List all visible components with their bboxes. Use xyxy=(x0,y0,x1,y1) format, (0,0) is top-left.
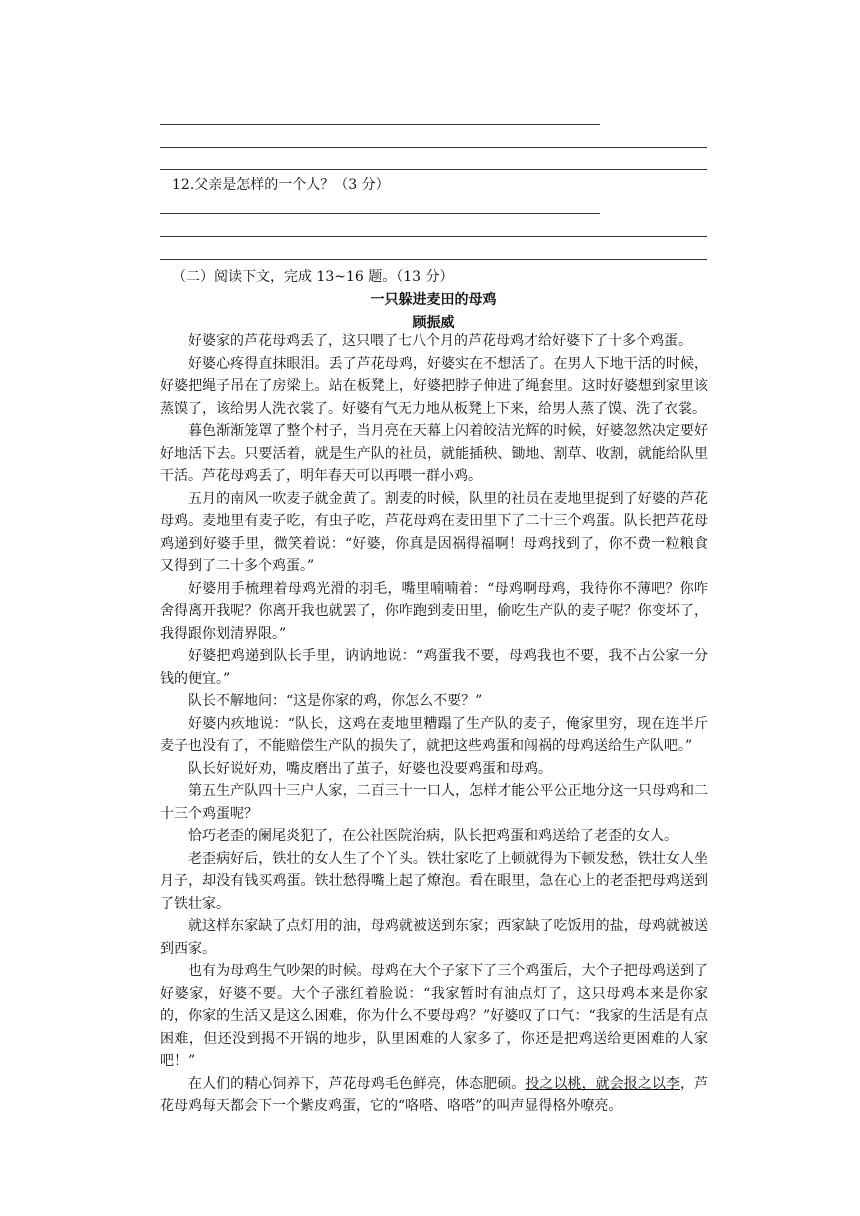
paragraph xyxy=(160,1073,708,1118)
answer-line xyxy=(160,236,707,237)
question-12: 12.父亲是怎样的一个人？（3 分） xyxy=(172,177,390,193)
paragraph: 就这样东家缺了点灯用的油，母鸡就被送到东家；西家缺了吃饭用的盐，母鸡就被送到西家。 xyxy=(160,918,708,957)
paragraph: 五月的南风一吹麦子就金黄了。割麦的时候，队里的社员在麦地里捉到了好婆的芦花母鸡。麦地里有麦子吃，有虫子吃，芦花母鸡在麦田里下了二十三个鸡蛋。队长把芦花母鸡递到好婆手里，微笑着说：“好婆，你真是因祸得福啊！母鸡找到了，你不费一粒粮食又得到了二十多个鸡蛋。” xyxy=(160,490,708,574)
paragraph: 好婆心疼得直抹眼泪。丢了芦花母鸡，好婆实在不想活了。在男人下地干活的时候，好婆把绳子吊在了房梁上。站在板凳上，好婆把脖子伸进了绳套里。这时好婆想到家里该蒸馍了，该给男人洗衣裳了。好婆有气无力地从板凳上下来，给男人蒸了馍、洗了衣裳。 xyxy=(160,355,708,417)
article-body xyxy=(160,330,708,1118)
paragraph: 第五生产队四十三户人家，二百三十一口人，怎样才能公平公正地分这一只母鸡和二十三个鸡蛋呢？ xyxy=(160,783,708,822)
paragraph-text: ，芦花母鸡每天都会下一个紫皮鸡蛋，它的“咯嗒、咯嗒”的叫声显得格外嘹亮。 xyxy=(160,1075,709,1114)
article-author: 顾振威 xyxy=(412,315,455,331)
paragraph: 也有为母鸡生气吵架的时候。母鸡在大个子家下了三个鸡蛋后，大个子把母鸡送到了好婆家，好婆不要。大个子涨红着脸说：“我家暂时有油点灯了，这只母鸡本来是你家的，你家的生活又是这么困难，你为什么不要母鸡？”好婆叹了口气：“我家的生活是有点困难，但还没到揭不开锅的地步，队里困难的人家多了，你还是把鸡送给更困难的人家吧！” xyxy=(160,963,708,1069)
answer-line xyxy=(160,213,600,214)
paragraph: 好婆把鸡递到队长手里，讷讷地说：“鸡蛋我不要，母鸡我也不要，我不占公家一分钱的便宜。” xyxy=(160,648,708,687)
paragraph-text: 在人们的精心饲养下，芦花母鸡毛色鲜亮，体态肥硕。 xyxy=(188,1075,526,1092)
section-instruction: （二）阅读下文，完成 13~16 题。（13 分） xyxy=(172,269,454,285)
paragraph: 好婆用手梳理着母鸡光滑的羽毛，嘴里喃喃着：“母鸡啊母鸡，我待你不薄吧？你咋舍得离开我呢？你离开我也就罢了，你咋跑到麦田里，偷吃生产队的麦子呢？你变坏了，我得跟你划清界限。” xyxy=(160,580,708,642)
answer-line xyxy=(160,259,707,260)
underlined-phrase: 投之以桃，就会报之以李 xyxy=(525,1075,680,1092)
paragraph: 好婆内疚地说：“队长，这鸡在麦地里糟蹋了生产队的麦子，俺家里穷，现在连半斤麦子也没有了，不能赔偿生产队的损失了，就把这些鸡蛋和闯祸的母鸡送给生产队吧。” xyxy=(160,715,708,754)
paragraph: 队长不解地问：“这是你家的鸡，你怎么不要？” xyxy=(188,693,483,709)
paragraph: 恰巧老歪的阑尾炎犯了，在公社医院治病，队长把鸡蛋和鸡送给了老歪的女人。 xyxy=(188,828,678,844)
answer-line xyxy=(160,147,707,148)
article-title: 一只躲进麦田的母鸡 xyxy=(370,292,497,308)
answer-line xyxy=(160,169,707,170)
answer-line xyxy=(160,124,600,125)
paragraph: 好婆家的芦花母鸡丢了，这只喂了七八个月的芦花母鸡才给好婆下了十多个鸡蛋。 xyxy=(188,333,692,349)
paragraph: 老歪病好后，铁壮的女人生了个丫头。铁壮家吃了上顿就得为下顿发愁，铁壮女人坐月子，却没有钱买鸡蛋。铁壮愁得嘴上起了燎泡。看在眼里，急在心上的老歪把母鸡送到了铁壮家。 xyxy=(160,850,708,912)
paragraph: 暮色渐渐笼罩了整个村子，当月亮在天幕上闪着皎洁光辉的时候，好婆忽然决定要好好地活下去。只要活着，就是生产队的社员，就能插秧、锄地、割草、收割，就能给队里干活。芦花母鸡丢了，明年春天可以再喂一群小鸡。 xyxy=(160,423,708,484)
paragraph: 队长好说好劝，嘴皮磨出了茧子，好婆也没要鸡蛋和母鸡。 xyxy=(188,760,552,777)
